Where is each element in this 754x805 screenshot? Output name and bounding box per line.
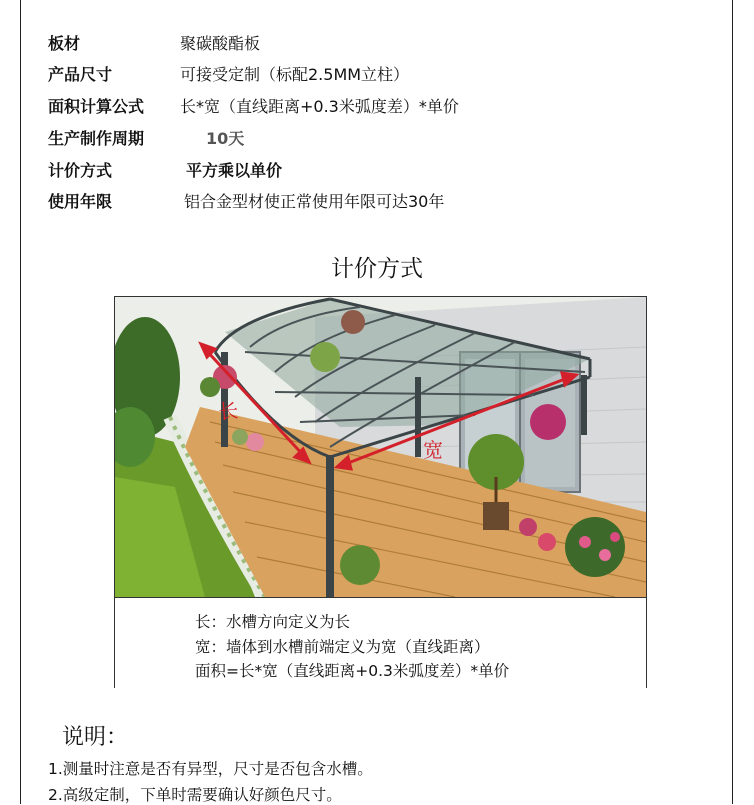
spec-value: 铝合金型材使正常使用年限可达30年	[184, 191, 445, 211]
spec-value: 聚碳酸酯板	[180, 33, 261, 53]
spec-label: 使用年限	[48, 191, 113, 211]
spec-value: 长*宽（直线距离+0.3米弧度差）*单价	[180, 96, 459, 116]
spec-label: 计价方式	[48, 160, 113, 180]
width-marker-label: 宽	[423, 438, 443, 462]
illustration-caption	[115, 597, 646, 688]
length-marker-label: 长	[217, 398, 240, 424]
spec-value: 可接受定制（标配2.5MM立柱）	[180, 64, 410, 84]
spec-label: 板材	[48, 33, 81, 53]
caption-line-width: 宽：墙体到水槽前端定义为宽（直线距离）	[195, 638, 490, 656]
note-item: 1.测量时注意是否有异型，尺寸是否包含水槽。	[48, 760, 373, 778]
spec-label: 生产制作周期	[48, 128, 145, 148]
spec-label: 面积计算公式	[48, 96, 145, 116]
awning-photo	[115, 297, 646, 597]
spec-value: 10天	[206, 128, 245, 148]
frame-left-border	[20, 0, 21, 804]
caption-line-area: 面积=长*宽（直线距离+0.3米弧度差）*单价	[195, 662, 510, 680]
frame-right-border	[732, 0, 733, 804]
awning-illustration	[114, 296, 647, 688]
notes-title: 说明：	[62, 725, 129, 750]
note-item: 2.高级定制，下单时需要确认好颜色尺寸。	[48, 786, 342, 804]
spec-label: 产品尺寸	[48, 64, 113, 84]
section-title: 计价方式	[331, 256, 423, 282]
caption-line-length: 长：水槽方向定义为长	[195, 613, 351, 631]
spec-value: 平方乘以单价	[186, 160, 283, 180]
